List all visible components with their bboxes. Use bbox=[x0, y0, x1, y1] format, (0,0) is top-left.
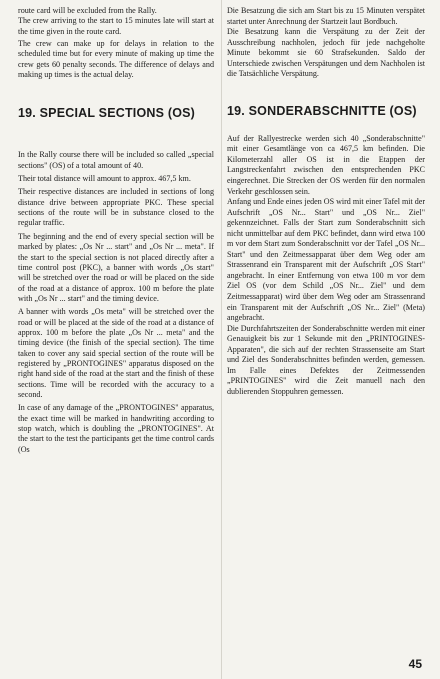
body-paragraph: A banner with words „Os meta" will be stretched over the road or will be placed at the side of the road at a distance of approx. 100 m before the plate „Os Nr ... meta" and the timing device (the finish of the special section). The time taken to cover any said special section of the route will be registered by „PRONTOGINES" apparatus disposed on the right hand side of the road at the start and the finish of these sections. Time will be recorded with the accuracy to a second. bbox=[18, 307, 214, 399]
intro-paragraph: The crew can make up for delays in relation to the scheduled time but for every minute of making up time the crew gets 60 penalty seconds. The difference of delays and making up times is the actual delay. bbox=[18, 39, 214, 80]
body-paragraph: In the Rally course there will be included so called „special sections" (OS) of a total amount of 40. bbox=[18, 150, 214, 170]
body-paragraph: In case of any damage of the „PRONTOGINES" apparatus, the exact time will be marked in handwriting according to stop watch, which is doubling the „PRONTOGINES". At the start to the test the participants get the time control cards (Os bbox=[18, 403, 214, 454]
column-divider bbox=[221, 0, 222, 679]
section-heading: 19. SONDERABSCHNITTE (OS) bbox=[227, 103, 417, 118]
page-number: 45 bbox=[408, 657, 422, 671]
intro-paragraph: Die Besatzung die sich am Start bis zu 15 Minuten verspätet startet unter Anrechnung der Startzeit laut Bordbuch. bbox=[227, 6, 425, 26]
intro-paragraph: Die Besatzung kann die Verspätung zu der Zeit der Ausschreibung nachholen, jedoch für jede nachgeholte Minute bekommt sie 60 Strafsekunden. Saldo der Unterschiede zwischen Verspätungen und dem Nachholen ist die Tatsächliche Verspätung. bbox=[227, 27, 425, 79]
body-paragraph: Anfang und Ende eines jeden OS wird mit einer Tafel mit der Aufschrift „OS Nr... Start" und „OS Nr... Ziel" gekennzeichnet. Falls der Start zum Sonderabschnitt sich nicht unmittelbar auf dem PKC befindet, dann wird etwa 100 m vor dem Start zum Sonderabschnitt vor der Tafel „OS Nr... Start" und den Zeitmessapparat über dem Weg oder am Strassenrand ein Transparent mit der Aufschrift „OS Start" angebracht. In einer Entfernung von etwa 100 m vor dem Ziel OS (vor dem Schild „OS Nr... Ziel" und dem Zeitmessapparat) wird über dem Weg oder am Strassenrand ein Transparent mit der Aufschrift „OS Nr... Ziel" (Meta) angebracht. bbox=[227, 197, 425, 323]
body-paragraph: Die Durchfahrtszeiten der Sonderabschnitte werden mit einer Genauigkeit bis zur 1 Sekunde mit den „PRINTOGINES-Apparaten", die sich auf der rechten Strassenseite am Start und Ziel des Sonderabschnittes befinden werden, gemessen. Im Falle eines Defektes der Zeitmessenden „PRINTOGINES" wird die Zeit manuell nach den dublierenden Stoppuhren gemessen. bbox=[227, 323, 425, 396]
section-heading: 19. SPECIAL SECTIONS (OS) bbox=[18, 106, 196, 121]
intro-paragraph: route card will be excluded from the Rally. bbox=[18, 6, 157, 15]
body-paragraph: Their respective distances are included in sections of long distance drive between appropriate PKC. These special sections of the route will be in substance closed to the regular traffic. bbox=[18, 187, 214, 228]
german-column bbox=[227, 6, 425, 398]
body-paragraph: Auf der Rallyestrecke werden sich 40 „Sonderabschnitte" mit einer Gesamtlänge von ca 467,5 km befinden. Die Kilometerzahl aller OS ist in die Etappen der Langstreckenfahrt zwischen den entsprechenden PKC eingerechnet. Die Strecken der OS werden für den normalen Verkehr geschlossen sein. bbox=[227, 133, 425, 196]
body-paragraph: Their total distance will amount to approx. 467,5 km. bbox=[18, 174, 191, 184]
english-column bbox=[18, 6, 214, 455]
body-paragraph: The beginning and the end of every special section will be marked by plates: „Os Nr ... start" and „Os Nr ... meta". If the start to the special section is not placed directly after a time control post (PKC), a banner with words „Os start" will be stretched over the road or will be placed on the side of the road at a distance of approx. 100 m before the plate with „Os Nr ... start" and the timing device. bbox=[18, 231, 214, 303]
intro-paragraph: The crew arriving to the start to 15 minutes late will start at the time given in the route card. bbox=[18, 16, 214, 36]
